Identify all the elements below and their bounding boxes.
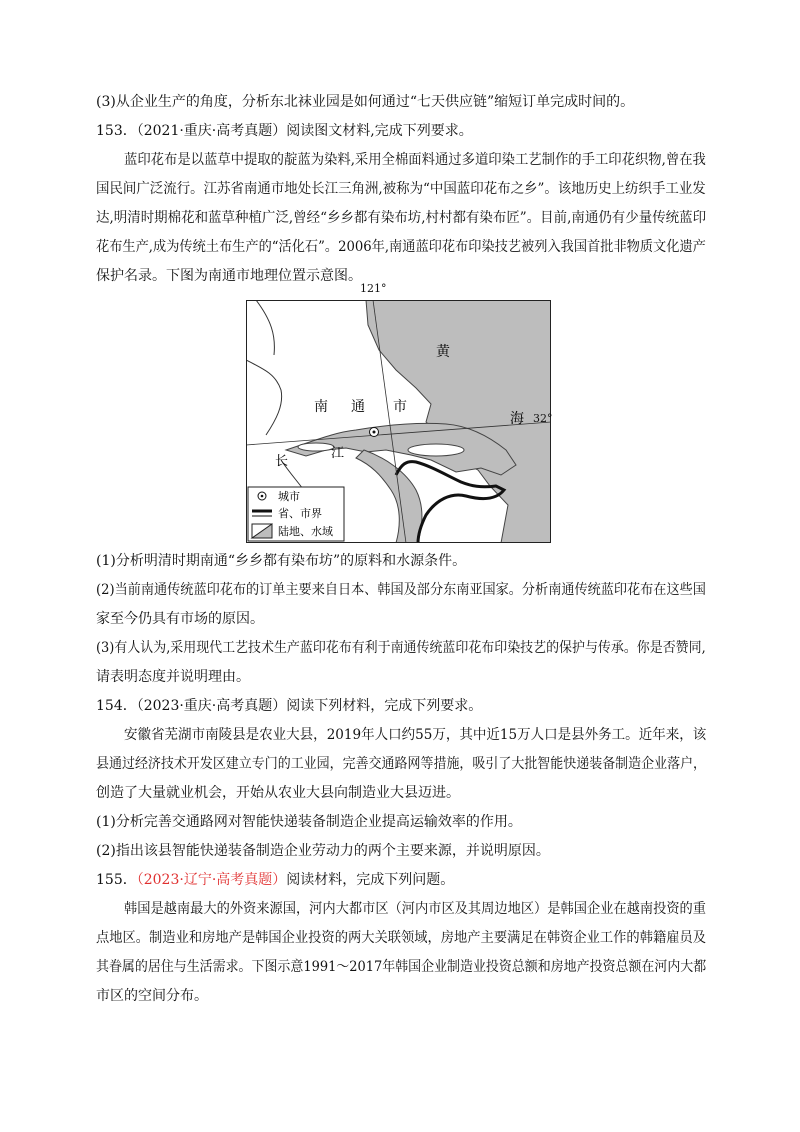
q153-para-line-5: 保护名录。下图为南通市地理位置示意图。	[96, 268, 362, 284]
city-label-char-3: 市	[393, 399, 407, 415]
q153-sub2-cont: 家至今仍具有市场的原因。	[96, 611, 264, 627]
q154-sub2: (2)指出该县智能快递装备制造企业劳动力的两个主要来源，并说明原因。	[96, 843, 550, 859]
province-boundary	[246, 360, 282, 435]
q154-para-line-2: 县通过经济技术开发区建立专门的工业园，完善交通路网等措施，吸引了大批智能快递装备制造企业落户，	[96, 756, 707, 772]
map-lat-label: 32°	[533, 412, 553, 425]
q154-sub1: (1)分析完善交通路网对智能快递装备制造企业提高运输效率的作用。	[96, 814, 522, 830]
q155-para-line-3: 其眷属的居住与生活需求。下图示意1991～2017年韩国企业制造业投资总额和房地产投资总额在河内大都	[96, 959, 707, 975]
map-lon-label: 121°	[360, 282, 387, 295]
province-boundary	[256, 300, 274, 355]
sea-label-2: 海	[510, 411, 524, 427]
island	[298, 443, 334, 451]
river-label-char-2: 江	[331, 446, 345, 461]
q154-para-line-1: 安徽省芜湖市南陵县是农业大县，2019年人口约55万，其中近15万人口是县外务工。近年来，该	[124, 727, 707, 743]
q153-sub1: (1)分析明清时期南通“乡乡都有染布坊”的原料和水源条件。	[96, 553, 467, 569]
q153-heading: 153．（2021·重庆·高考真题）阅读图文材料,完成下列要求。	[96, 123, 473, 139]
q155-heading-source: （2023·辽宁·高考真题）	[136, 872, 287, 888]
q155-para-line-2: 点地区。制造业和房地产是韩国企业投资的两大关联领域，房地产主要满足在韩资企业工作的韩籍雇员及	[96, 930, 706, 946]
city-label-char-2: 通	[351, 399, 365, 415]
q153-para-line-3: 达,明清时期棉花和蓝草种植广泛,曾经“乡乡都有染布坊,村村都有染布匠”。目前,南通仍有少量传统蓝印	[96, 210, 707, 226]
q152-sub3: (3)从企业生产的角度，分析东北袜业园是如何通过“七天供应链”缩短订单完成时间的。	[96, 94, 635, 110]
sea-label-1: 黄	[436, 344, 450, 360]
q155-para-line-1: 韩国是越南最大的外资来源国，河内大都市区（河内市区及其周边地区）是韩国企业在越南投资的重	[124, 901, 706, 917]
map-svg	[246, 300, 551, 543]
nantong-location-map	[246, 300, 551, 543]
q154-para-line-3: 创造了大量就业机会，开始从农业大县向制造业大县迈进。	[96, 785, 460, 801]
q153-sub3: (3)有人认为,采用现代工艺技术生产蓝印花布有利于南通传统蓝印花布印染技艺的保护与传承。你是否赞同,	[96, 640, 706, 656]
river-label-char-1: 长	[275, 454, 289, 469]
q153-para-line-2: 国民间广泛流行。江苏省南通市地处长江三角洲,被称为“中国蓝印花布之乡”。该地历史上纺织手工业发	[96, 181, 706, 197]
legend-city-label: 城市	[278, 490, 300, 503]
q155-para-line-4: 市区的空间分布。	[96, 988, 208, 1004]
q153-para-line-4: 花布生产,成为传统土布生产的“活化石”。2006年,南通蓝印花布印染技艺被列入我国首批非物质文化遗产	[96, 239, 706, 255]
q153-sub2: (2)当前南通传统蓝印花布的订单主要来自日本、韩国及部分东南亚国家。分析南通传统蓝印花布在这些国	[96, 582, 706, 598]
q155-heading-text: 阅读材料，完成下列问题。	[286, 872, 455, 888]
q155-heading	[96, 870, 454, 890]
q155-heading-num: 155．	[96, 872, 137, 888]
city-label-char-1: 南	[314, 399, 328, 415]
q153-para-line-1: 蓝印花布是以蓝草中提取的靛蓝为染料,采用全棉面料通过多道印染工艺制作的手工印花织物,曾在我	[124, 152, 706, 168]
q154-heading: 154．（2023·重庆·高考真题）阅读下列材料，完成下列要求。	[96, 698, 483, 714]
legend-land-water-label: 陆地、水域	[278, 525, 333, 538]
island	[408, 444, 464, 456]
legend-boundary-label: 省、市界	[278, 507, 322, 520]
river-channel	[356, 450, 422, 543]
q153-sub3-cont: 请表明态度并说明理由。	[96, 669, 250, 685]
